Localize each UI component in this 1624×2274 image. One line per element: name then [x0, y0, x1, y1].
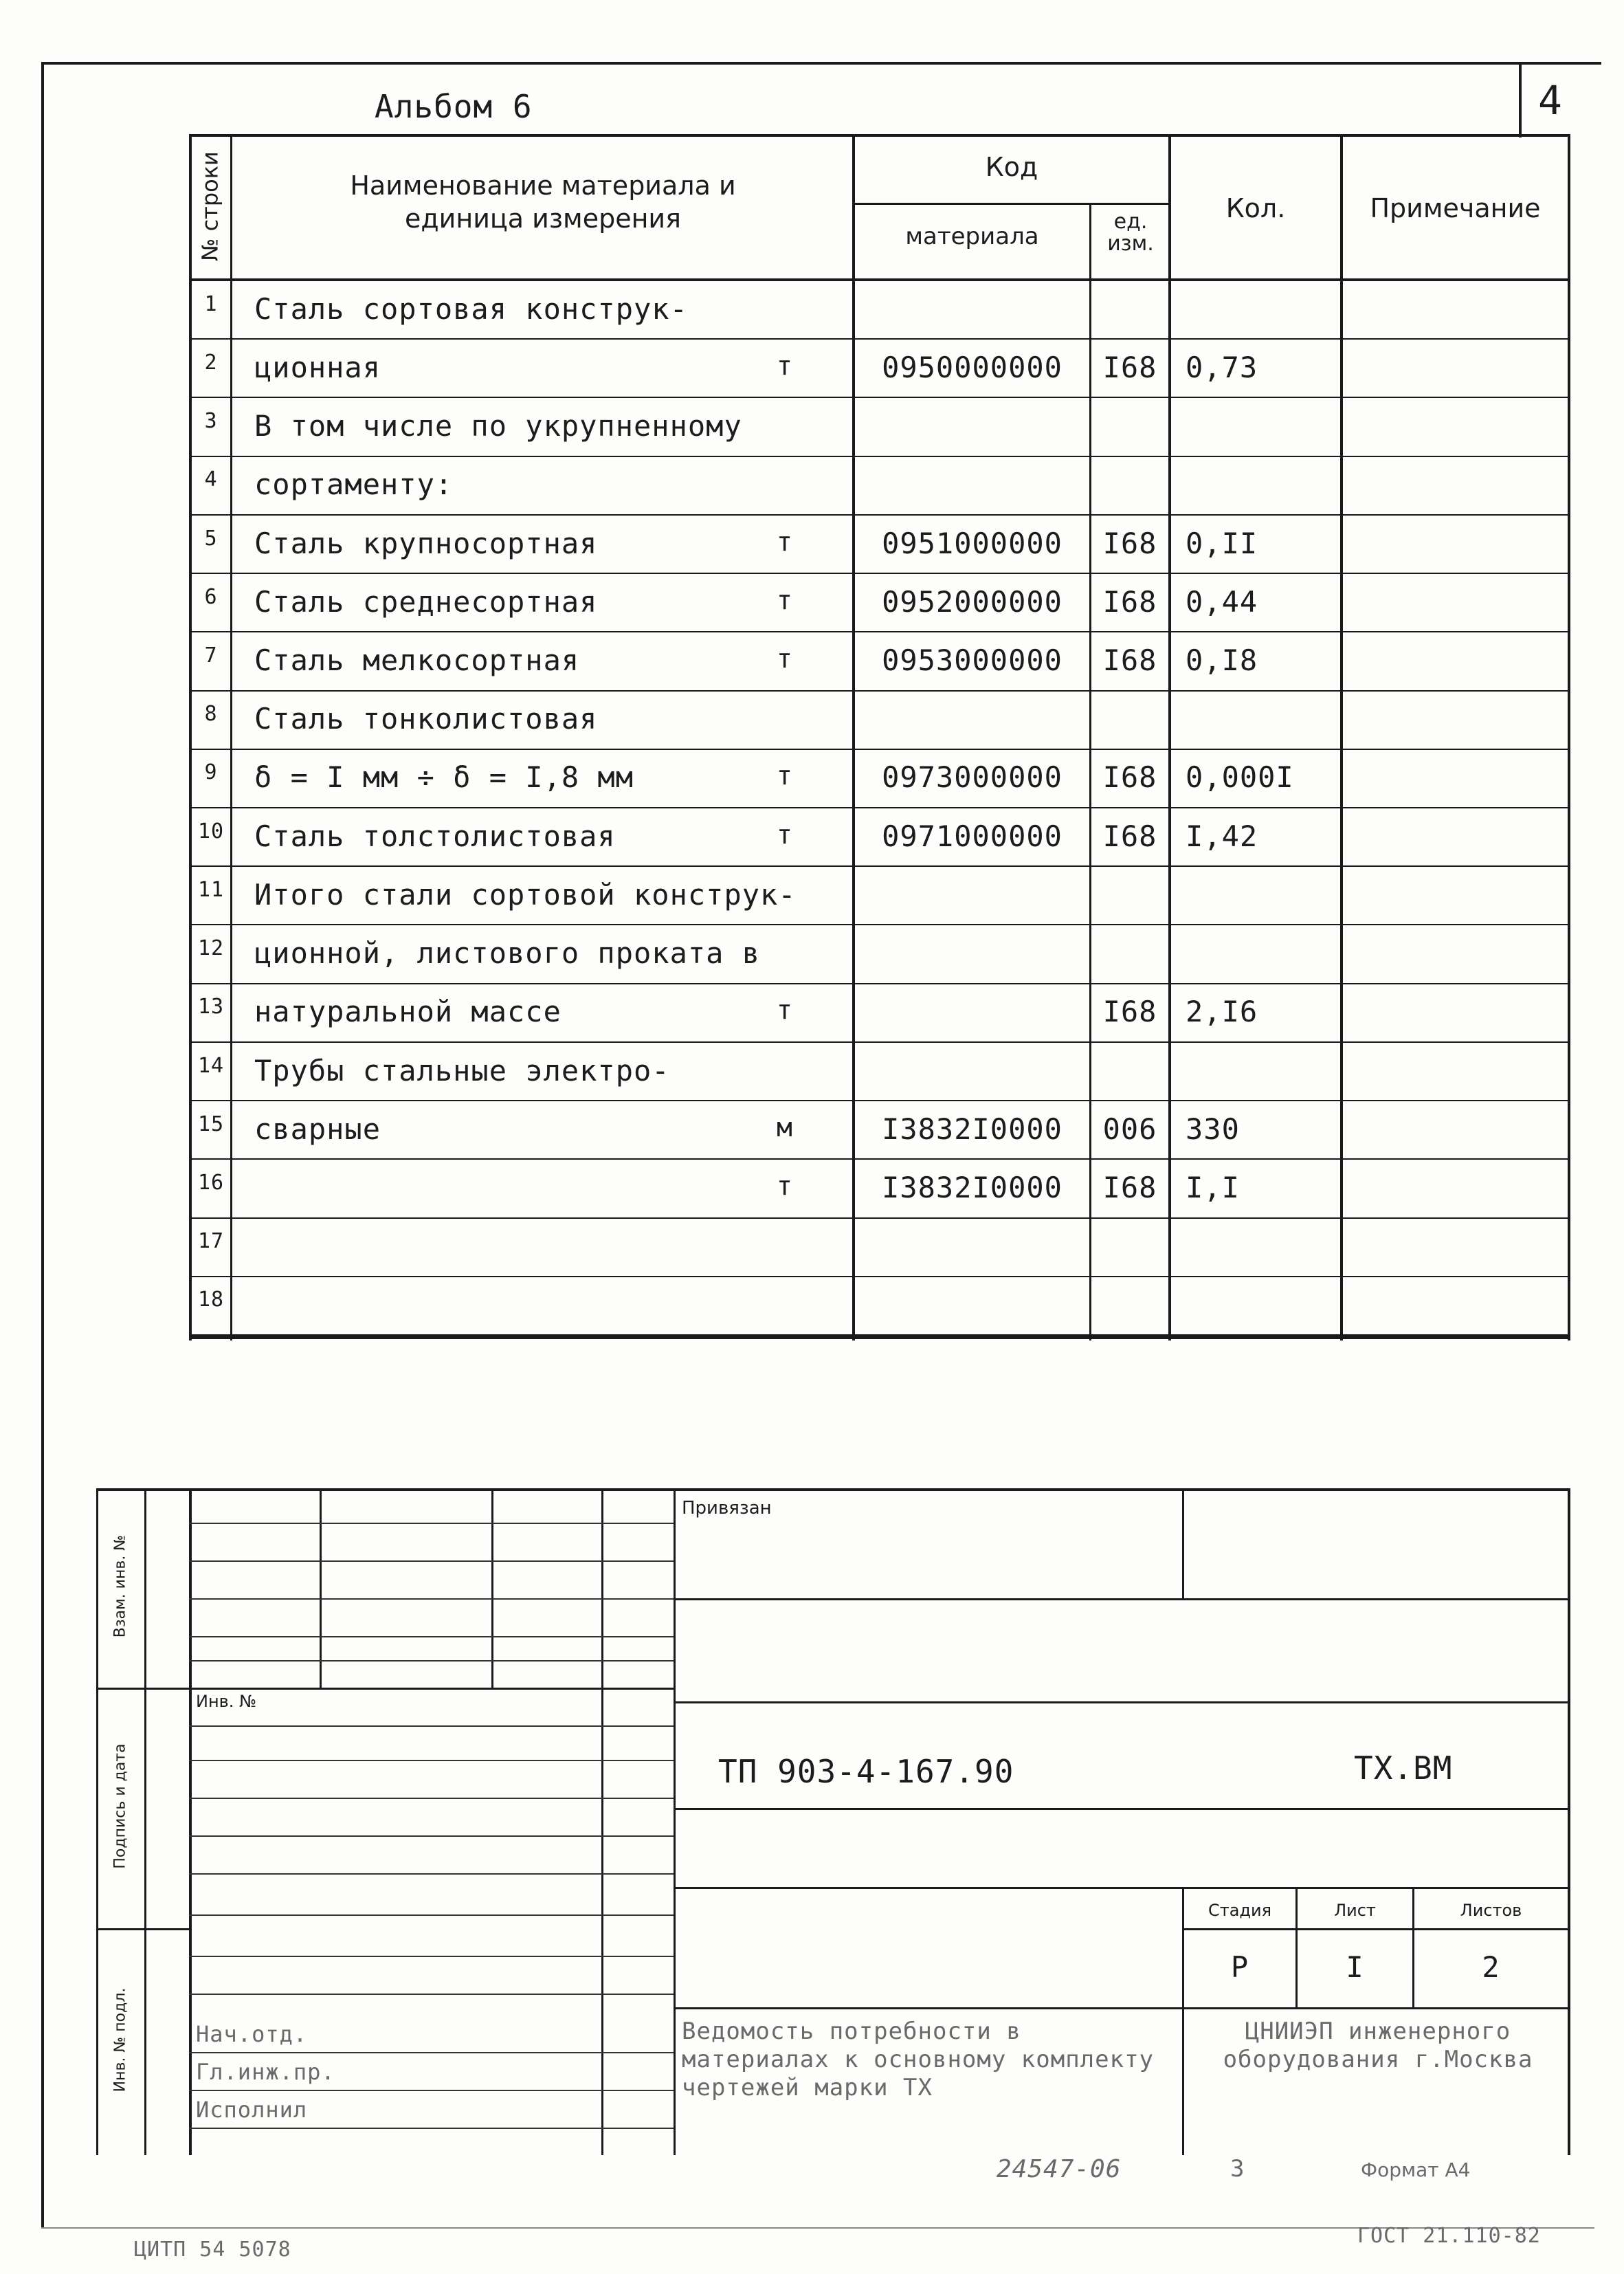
row-name: Сталь мелкосортная [254, 643, 580, 677]
title-block [96, 1488, 1570, 2155]
row-line [189, 456, 1570, 457]
row-number: 17 [197, 1229, 225, 1254]
row-number: 8 [204, 702, 218, 727]
stamp-col-line [674, 1488, 676, 2155]
row-line [189, 749, 1570, 750]
signature-row-line [189, 1660, 674, 1662]
signature-row-line [189, 1994, 674, 1995]
row-material-code: 0952000000 [882, 584, 1063, 619]
row-material-code: 0971000000 [882, 819, 1063, 853]
row-unit: т [777, 584, 793, 615]
page-number: 4 [1538, 77, 1563, 124]
row-unit: т [777, 643, 793, 674]
row-line [189, 924, 1570, 925]
row-material-code: I3832I0000 [882, 1170, 1063, 1204]
row-unit-code: I68 [1102, 995, 1157, 1029]
stamp-col-line [491, 1488, 493, 1688]
header-unit: ед. изм. [1107, 210, 1154, 256]
row-unit: т [777, 526, 793, 557]
row-number: 16 [197, 1170, 225, 1195]
row-number: 9 [204, 760, 218, 785]
row-unit-code: I68 [1102, 643, 1157, 677]
row-name: натуральной массе [254, 995, 561, 1029]
materials-table [189, 134, 1570, 1340]
attached-label: Привязан [682, 1498, 772, 1519]
signature-row-line [189, 1914, 674, 1916]
row-number: 3 [204, 409, 218, 434]
row-number: 5 [204, 526, 218, 551]
row-material-code: 0950000000 [882, 350, 1063, 384]
organization: ЦНИИЭП инженерного оборудования г.Москва [1223, 2018, 1533, 2073]
row-unit: т [777, 995, 793, 1026]
row-number: 4 [204, 467, 218, 492]
row-number: 6 [204, 584, 218, 609]
code-split-line [852, 203, 1168, 205]
row-name: сварные [254, 1112, 381, 1146]
stamp-right-line [1568, 1488, 1570, 2155]
signature-row-line [189, 1760, 674, 1761]
row-unit-code: I68 [1102, 1170, 1157, 1204]
row-line [189, 1100, 1570, 1101]
side-label-divider [96, 1688, 189, 1690]
signature-row-line [189, 2128, 674, 2129]
side-label-divider [96, 1928, 189, 1930]
header-name: Наименование материала и единица измерения [350, 170, 736, 234]
side-label-1: Подпись и дата [111, 1743, 129, 1869]
row-name: Сталь толстолистовая [254, 819, 616, 853]
stamp-row-line [674, 1701, 1570, 1703]
row-name: Сталь сортовая конструк- [254, 291, 688, 326]
row-qty: 330 [1186, 1112, 1240, 1146]
stamp-col-line [1182, 1488, 1184, 1598]
signer-0: Нач.отд. [196, 2021, 308, 2047]
row-qty: I,I [1186, 1170, 1240, 1204]
signature-row-line [189, 2090, 674, 2091]
header-code: Код [985, 152, 1038, 182]
row-number: 2 [204, 350, 218, 375]
row-qty: 0,73 [1186, 350, 1258, 384]
stage-value: Р [1230, 1950, 1249, 1984]
row-unit-code: I68 [1102, 350, 1157, 384]
row-number: 11 [197, 877, 225, 902]
signature-row-line [189, 2052, 674, 2053]
table-bottom-line [189, 1336, 1570, 1339]
row-name: ционная [254, 350, 381, 384]
signature-row-line [189, 1725, 674, 1727]
row-line [189, 573, 1570, 574]
sheet-label: Лист [1334, 1901, 1376, 1920]
row-name: ционной, листового проката в [254, 936, 761, 971]
frame-left-line [41, 62, 44, 2227]
signer-2: Исполнил [196, 2097, 308, 2123]
row-material-code: 0953000000 [882, 643, 1063, 677]
row-name: Сталь крупносортная [254, 526, 598, 560]
signature-row-line [189, 1560, 674, 1562]
row-line [189, 807, 1570, 808]
row-number: 15 [197, 1112, 225, 1136]
header-qty: Кол. [1225, 193, 1286, 223]
row-number: 7 [204, 643, 218, 667]
header-note: Примечание [1370, 193, 1541, 223]
stamp-row-line [674, 2007, 1570, 2009]
signature-row-line [189, 1598, 674, 1600]
row-qty: 2,I6 [1186, 995, 1258, 1029]
table-body [189, 281, 1570, 1336]
row-number: 10 [197, 819, 225, 843]
row-unit: т [777, 760, 793, 791]
stamp-top-line [96, 1488, 1570, 1491]
album-title: Альбом 6 [375, 88, 533, 125]
signature-row-line [189, 1636, 674, 1637]
doc-code: ТП 903-4-167.90 [718, 1753, 1014, 1790]
side-label-border [96, 1488, 98, 2155]
table-border [189, 134, 1570, 137]
row-number: 14 [197, 1053, 225, 1078]
row-line [189, 1041, 1570, 1043]
row-name: δ = I мм ÷ δ = I,8 мм [254, 760, 634, 795]
signature-row-line [189, 1523, 674, 1524]
row-line [189, 631, 1570, 632]
row-line [189, 865, 1570, 867]
row-unit-code: I68 [1102, 584, 1157, 619]
row-number: 18 [197, 1288, 225, 1312]
inv-no-label: Инв. № [196, 1692, 257, 1711]
sheets-label: Листов [1460, 1901, 1522, 1920]
stamp-row-line [674, 1887, 1570, 1889]
row-unit-code: I68 [1102, 526, 1157, 560]
side-label-border [144, 1488, 146, 2155]
row-material-code: 0951000000 [882, 526, 1063, 560]
row-name: Итого стали сортовой конструк- [254, 877, 797, 912]
row-unit: т [777, 1170, 793, 1201]
stamp-row-line [674, 1598, 1570, 1600]
stamp-col-line [320, 1488, 322, 1688]
stamp-row-line [1182, 1928, 1570, 1930]
row-qty: 0,I8 [1186, 643, 1258, 677]
stamp-col-line [601, 1488, 603, 2155]
row-line [189, 983, 1570, 984]
row-number: 13 [197, 995, 225, 1019]
row-line [189, 338, 1570, 340]
row-line [189, 690, 1570, 692]
row-qty: 0,44 [1186, 584, 1258, 619]
row-unit: т [777, 350, 793, 381]
row-line [189, 1276, 1570, 1277]
row-material-code: 0973000000 [882, 760, 1063, 795]
row-line [189, 397, 1570, 398]
footer-number: 24547-06 [997, 2155, 1122, 2183]
paper-format: Формат А4 [1361, 2159, 1471, 2181]
header-row-no: № строки [197, 151, 223, 261]
sheets-value: 2 [1482, 1950, 1500, 1984]
row-qty: 0,II [1186, 526, 1258, 560]
frame-top-line [41, 62, 1601, 65]
bottom-left-code: ЦИТП 54 5078 [134, 2238, 291, 2262]
row-qty: 0,000I [1186, 760, 1294, 795]
stamp-row-line [189, 1688, 674, 1690]
signature-row-line [189, 1798, 674, 1799]
stamp-left-line [189, 1488, 192, 2155]
stage-label: Стадия [1208, 1901, 1272, 1920]
header-material: материала [905, 223, 1039, 250]
signature-row-line [189, 1956, 674, 1957]
side-label-2: Инв. № подл. [111, 1987, 129, 2093]
stamp-row-line [674, 1808, 1570, 1810]
row-line [189, 1217, 1570, 1219]
row-qty: I,42 [1186, 819, 1258, 853]
page-number-box [1519, 62, 1522, 137]
signature-row-line [189, 1873, 674, 1875]
row-name: Сталь среднесортная [254, 584, 598, 619]
signature-row-line [189, 1835, 674, 1837]
row-name: сортаменту: [254, 467, 454, 502]
document-title: Ведомость потребности в материалах к основному комплекту чертежей марки ТХ [682, 2018, 1155, 2101]
row-name: В том числе по укрупненному [254, 409, 742, 443]
bottom-right-standard: ГОСТ 21.110-82 [1357, 2224, 1541, 2248]
row-unit-code: I68 [1102, 760, 1157, 795]
stamp-col-line [1182, 1887, 1184, 2155]
row-unit: м [777, 1112, 793, 1142]
row-material-code: I3832I0000 [882, 1112, 1063, 1146]
footer-sheet: 3 [1230, 2155, 1245, 2183]
row-name: Трубы стальные электро- [254, 1053, 670, 1088]
sheet-value: I [1346, 1950, 1364, 1984]
doc-mark: ТХ.ВМ [1354, 1749, 1453, 1787]
signer-1: Гл.инж.пр. [196, 2059, 335, 2085]
row-name: Сталь тонколистовая [254, 702, 598, 736]
row-unit-code: 006 [1102, 1112, 1157, 1146]
row-unit: т [777, 819, 793, 850]
row-line [189, 1334, 1570, 1336]
row-number: 1 [204, 291, 218, 316]
row-line [189, 514, 1570, 516]
side-label-0: Взам. инв. № [111, 1534, 129, 1638]
row-number: 12 [197, 936, 225, 961]
row-unit-code: I68 [1102, 819, 1157, 853]
row-line [189, 1158, 1570, 1160]
